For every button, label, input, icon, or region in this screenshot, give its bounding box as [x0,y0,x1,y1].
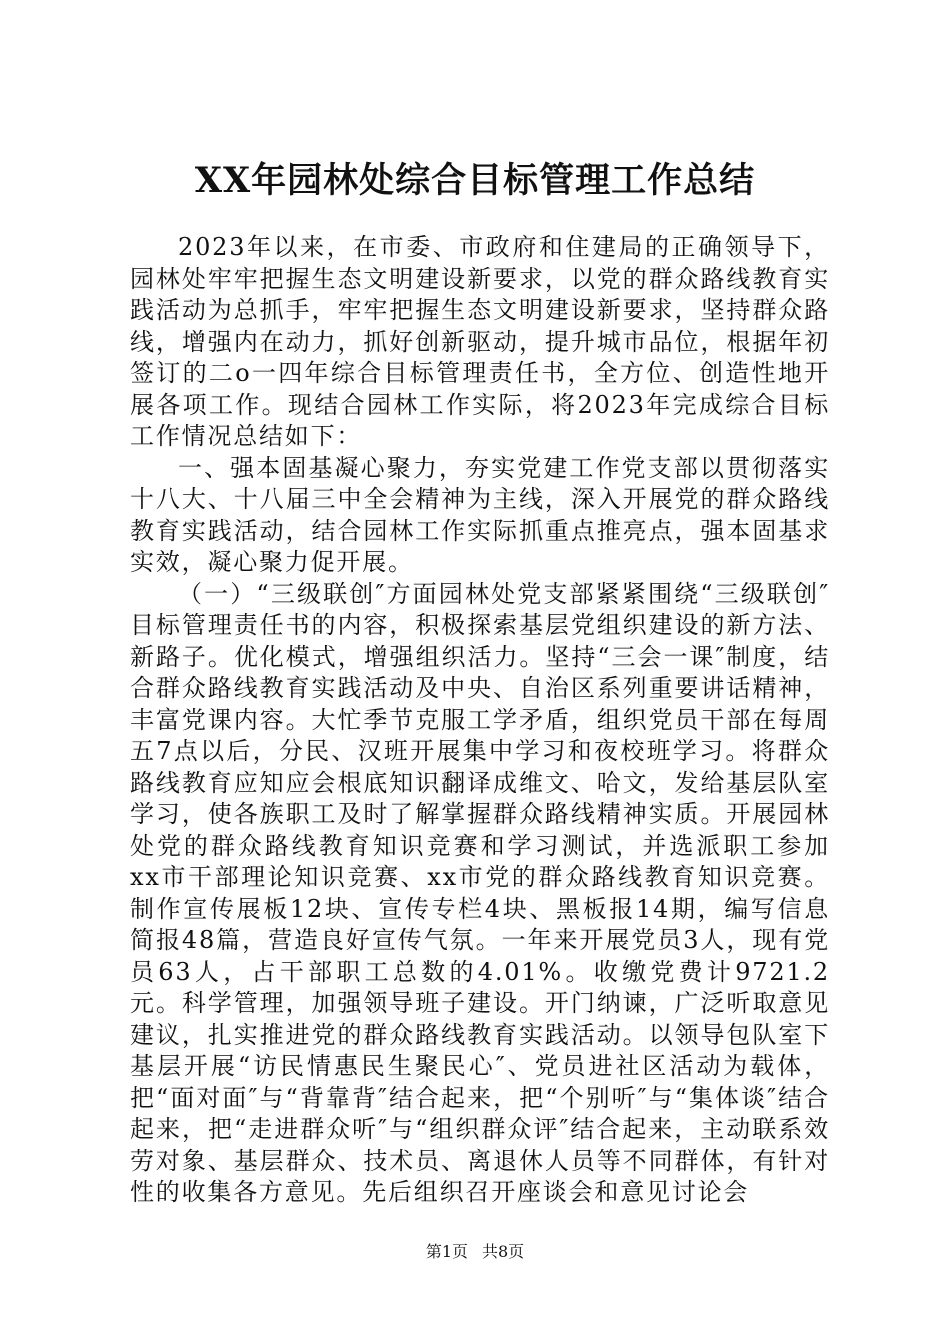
paragraph-intro: 2023年以来，在市委、市政府和住建局的正确领导下，园林处牢牢把握生态文明建设新要求，以党的群众路线教育实践活动为总抓手，牢牢把握生态文明建设新要求，坚持群众路线，增强内在动力，抓好创新驱动，提升城市品位，根据年初签订的二o一四年综合目标管理责任书，全方位、创造性地开展各项工作。现结合园林工作实际，将2023年完成综合目标工作情况总结如下： [130,233,831,450]
page-number: 第1页 [425,1242,468,1261]
document-title: XX年园林处综合目标管理工作总结 [194,160,756,201]
paragraph-three-level: （一）“三级联创″方面园林处党支部紧紧围绕“三级联创″目标管理责任书的内容，积极探索基层党组织建设的新方法、新路子。优化模式，增强组织活力。坚持“三会一课″制度，结合群众路线教育实践活动及中央、自治区系列重要讲话精神，丰富党课内容。大忙季节克服工学矛盾，组织党员干部在每周五7点以后，分民、汉班开展集中学习和夜校班学习。将群众路线教育应知应会根底知识翻译成维文、哈文，发给基层队室学习，使各族职工及时了解掌握群众路线精神实质。开展园林处党的群众路线教育知识竞赛和学习测试，并选派职工参加xx市干部理论知识竞赛、xx市党的群众路线教育知识竞赛。制作宣传展板12块、宣传专栏4块、黑板报14期，编写信息简报48篇，营造良好宣传气氛。一年来开展党员3人，现有党员63人，占干部职工总数的4.01%。收缴党费计9721.2元。科学管理，加强领导班子建设。开门纳谏，广泛听取意见建议，扎实推进党的群众路线教育实践活动。以领导包队室下基层开展“访民情惠民生聚民心″、党员进社区活动为载体，把“面对面″与“背靠背″结合起来，把“个别听″与“集体谈″结合起来，把“走进群众听″与“组织群众评″结合起来，主动联系效劳对象、基层群众、技术员、离退休人员等不同群体，有针对性的收集各方意见。先后组织召开座谈会和意见讨论会 [130,579,830,1206]
paragraph-section-one: 一、强本固基凝心聚力，夯实党建工作党支部以贯彻落实十八大、十八届三中全会精神为主线，深入开展党的群众路线教育实践活动，结合园林工作实际抓重点推亮点，强本固基求实效，凝心聚力促开展。 [130,453,830,576]
page-total: 共8页 [482,1242,525,1261]
page-footer [0,1240,950,1264]
document-body [130,232,830,1209]
